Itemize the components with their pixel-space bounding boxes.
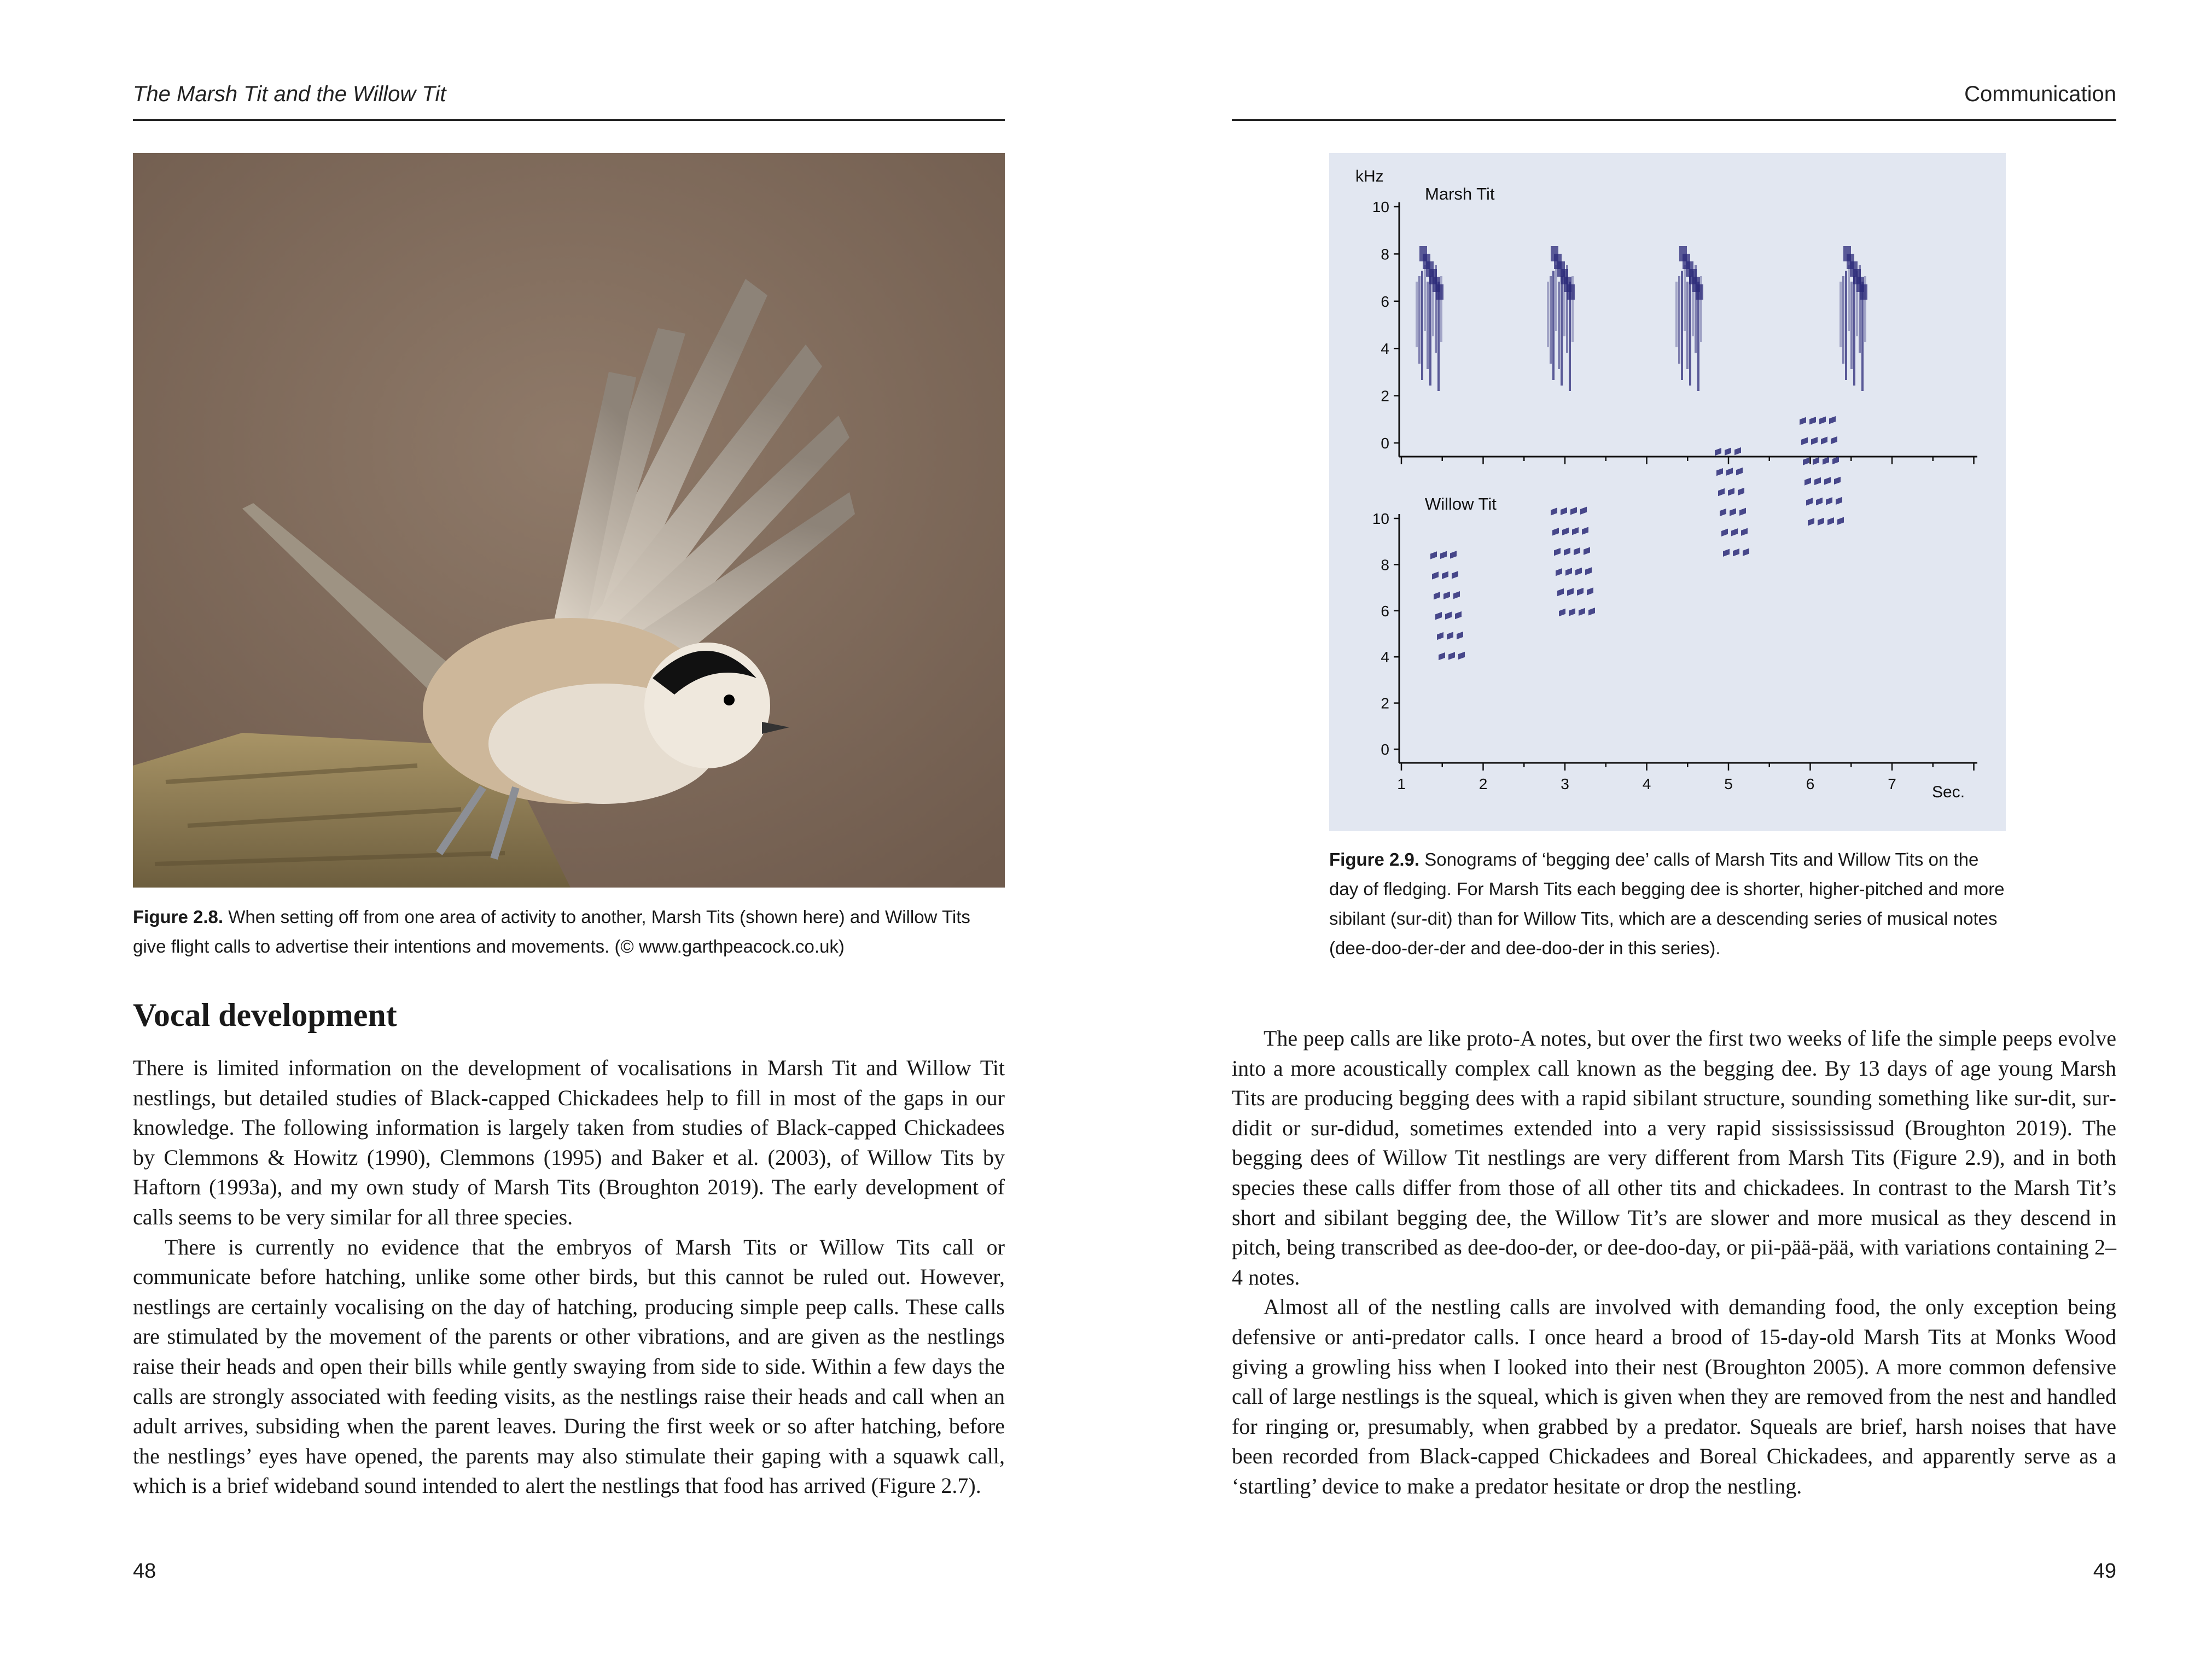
marsh-tit-call-mark — [1840, 282, 1842, 347]
figure-2-9-caption — [1329, 845, 2006, 963]
willow-tit-call-mark — [1457, 632, 1463, 639]
running-head-right: Communication — [1964, 82, 2116, 106]
willow-tit-call-mark — [1580, 507, 1587, 515]
willow-tit-call-mark — [1588, 608, 1595, 615]
willow-tit-call-mark — [1587, 587, 1593, 595]
marsh-tit-call-mark — [1842, 276, 1844, 364]
marsh-y-tick-label: 10 — [1372, 199, 1389, 215]
willow-tit-call-mark — [1584, 547, 1590, 555]
marsh-y-tick-label: 6 — [1381, 293, 1389, 310]
willow-tit-call-mark — [1743, 548, 1749, 556]
willow-tit-call-mark — [1453, 591, 1460, 599]
figure-2-8-text: When setting off from one area of activity to another, Marsh Tits (shown here) and Willow Tits give flight calls to advertise their intentions and movements. (© www.garthpeacock.co.uk) — [133, 907, 970, 956]
willow-tit-call-mark — [1554, 548, 1561, 556]
sonogram-chart — [1329, 153, 2006, 831]
marsh-tit-call-mark — [1850, 282, 1853, 369]
right-page — [1106, 0, 2212, 1669]
marsh-tit-call-mark — [1845, 271, 1847, 380]
willow-tit-call-mark — [1734, 447, 1741, 455]
willow-tit-call-mark — [1831, 436, 1837, 444]
marsh-tit-call-mark — [1561, 276, 1563, 386]
willow-tit-call-mark — [1570, 507, 1577, 515]
willow-tit-call-mark — [1730, 508, 1736, 516]
willow-tit-call-mark — [1721, 529, 1728, 536]
willow-tit-call-mark — [1567, 588, 1574, 596]
marsh-tit-call-mark — [1416, 282, 1418, 347]
willow-tit-call-mark — [1816, 498, 1823, 505]
willow-tit-call-mark — [1582, 527, 1588, 534]
willow-tit-call-mark — [1551, 507, 1557, 515]
willow-tit-call-mark — [1552, 528, 1559, 535]
willow-tit-panel-label: Willow Tit — [1425, 494, 1497, 513]
bird-photo — [133, 153, 1005, 888]
marsh-tit-call-mark — [1567, 284, 1575, 300]
x-tick-label: 7 — [1888, 775, 1896, 792]
willow-tit-call-mark — [1726, 468, 1733, 475]
willow-tit-call-mark — [1806, 498, 1813, 505]
marsh-tit-call-mark — [1424, 265, 1426, 331]
willow-tit-call-mark — [1826, 497, 1832, 505]
willow-y-tick-label: 10 — [1372, 510, 1389, 527]
marsh-tit-call-mark — [1550, 276, 1552, 364]
willow-tit-call-mark — [1572, 527, 1579, 535]
willow-y-tick-label: 6 — [1381, 602, 1389, 620]
figure-2-9-label: Figure 2.9. — [1329, 849, 1420, 869]
willow-tit-call-mark — [1577, 588, 1584, 596]
header-rule-right — [1232, 119, 2116, 121]
right-paragraph-2: Almost all of the nestling calls are involved with demanding food, the only exception being defensive or anti-predator calls. I once heard a brood of 15-day-old Marsh Tits at Monks Wood giving a growling hiss when I looked into their nest (Broughton 2005). A more common defensive call of large nestlings is the squeal, which is given when they are removed from the nest and handled for ringing or, presumably, when grabbed by a predator. Squeals are brief, harsh noises that have been recorded from Black-capped Chickadees and Boreal Chickadees, and apparently serve as a ‘startling’ device to make a predator hesitate or drop the nestling. — [1232, 1294, 2116, 1498]
willow-tit-call-mark — [1741, 528, 1748, 536]
willow-tit-call-mark — [1728, 488, 1734, 495]
willow-tit-call-mark — [1718, 488, 1725, 496]
willow-tit-call-mark — [1450, 551, 1457, 558]
section-heading: Vocal development — [133, 997, 397, 1033]
figure-2-9-text: Sonograms of ‘begging dee’ calls of Marsh Tits and Willow Tits on the day of fledging. For Marsh Tits each begging dee is shorter, higher-pitched and more sibilant (sur-dit) than for Willow Tits, which are a descending series of musical notes (dee-doo-der-der and dee-doo-der in this series). — [1329, 849, 2005, 958]
willow-y-tick-label: 2 — [1381, 695, 1389, 712]
willow-tit-call-mark — [1821, 436, 1827, 444]
willow-tit-call-mark — [1720, 509, 1726, 516]
willow-tit-call-mark — [1440, 551, 1447, 559]
willow-tit-call-mark — [1565, 568, 1572, 575]
marsh-tit-panel-label: Marsh Tit — [1425, 184, 1495, 203]
marsh-tit-call-mark — [1853, 276, 1855, 386]
willow-tit-call-mark — [1832, 457, 1839, 464]
willow-tit-call-mark — [1559, 609, 1565, 616]
willow-tit-call-mark — [1458, 652, 1465, 660]
willow-tit-call-mark — [1800, 417, 1806, 425]
willow-tit-call-mark — [1569, 608, 1575, 616]
willow-tit-call-mark — [1823, 457, 1829, 464]
willow-y-tick-label: 8 — [1381, 556, 1389, 574]
kHz-label: kHz — [1355, 167, 1384, 185]
willow-tit-call-mark — [1715, 448, 1721, 456]
willow-tit-call-mark — [1733, 548, 1739, 556]
running-head-left: The Marsh Tit and the Willow Tit — [133, 82, 446, 106]
willow-tit-call-mark — [1739, 508, 1746, 516]
willow-tit-call-mark — [1808, 518, 1814, 526]
figure-2-8-label: Figure 2.8. — [133, 907, 224, 927]
page-number-right: 49 — [2093, 1560, 2116, 1583]
marsh-tit-call-mark — [1684, 265, 1686, 331]
marsh-tit-call-mark — [1558, 282, 1560, 369]
willow-tit-call-mark — [1435, 612, 1442, 620]
marsh-tit-call-mark — [1418, 276, 1421, 364]
left-body-text — [133, 1053, 1005, 1501]
willow-tit-call-mark — [1452, 571, 1458, 579]
willow-tit-call-mark — [1829, 416, 1836, 424]
willow-tit-call-mark — [1447, 632, 1453, 639]
willow-tit-call-mark — [1836, 497, 1842, 505]
willow-tit-call-mark — [1574, 547, 1580, 555]
x-tick-label: 2 — [1478, 775, 1488, 792]
willow-tit-call-mark — [1814, 477, 1821, 485]
willow-tit-call-mark — [1813, 457, 1819, 465]
sonogram-figure — [1329, 153, 2006, 831]
x-unit-label: Sec. — [1932, 783, 1965, 801]
willow-tit-call-mark — [1585, 567, 1592, 575]
willow-tit-call-mark — [1432, 571, 1439, 579]
marsh-tit-call-mark — [1555, 265, 1557, 331]
page-number-left: 48 — [133, 1560, 156, 1583]
willow-tit-call-mark — [1837, 517, 1844, 525]
willow-tit-call-mark — [1809, 417, 1816, 424]
willow-tit-call-mark — [1562, 528, 1569, 535]
willow-tit-call-mark — [1834, 477, 1841, 485]
willow-tit-call-mark — [1442, 571, 1448, 579]
willow-tit-call-mark — [1731, 528, 1738, 536]
willow-tit-call-mark — [1716, 468, 1723, 476]
willow-tit-call-mark — [1434, 592, 1440, 599]
right-paragraph-1: The peep calls are like proto-A notes, but over the first two weeks of life the simple peeps evolve into a more acoustically complex call known as the begging dee. By 13 days of age young Marsh Tits are producing begging dees with a rapid sibilant structure, sounding something like sur-dit, sur-didit or sur-didud, sometimes extended into a very rapid sississississud (Broughton 2019). The begging dees of Willow Tit nestlings are very different from Marsh Tits (Figure 2.9), and in both species these calls differ from those of all other tits and chickadees. In contrast to the Marsh Tit’s short and sibilant begging dee, the Willow Tit’s are slower and more musical as they descend in pitch, being transcribed as dee-doo-der, or dee-doo-day, or pii-pää-pää, with variations containing 2–4 notes. — [1232, 1026, 2116, 1289]
marsh-tit-call-mark — [1696, 284, 1703, 300]
figure-2-8-caption — [133, 902, 1005, 961]
willow-tit-call-mark — [1804, 477, 1811, 485]
left-paragraph-2: There is currently no evidence that the embryos of Marsh Tits or Willow Tits call or communicate before hatching, unlike some other birds, but this cannot be ruled out. However, nestlings are certainly vocalising on the day of hatching, producing simple peep calls. These calls are stimulated by the movement of the parents or other vibrations, and are given as the nestlings raise their heads and open their bills while gently swaying from side to side. Within a few days the calls are strongly associated with feeding visits, as the nestlings raise their heads and call when an adult arrives, subsiding when the parent leaves. During the first week or so after hatching, before the nestlings’ eyes have opened, the parents may also stimulate their gaping with a squawk call, which is a brief wideband sound intended to alert the nestlings that food has arrived (Figure 2.7). — [133, 1234, 1005, 1498]
header-rule-left — [133, 119, 1005, 121]
willow-tit-call-mark — [1818, 518, 1824, 526]
marsh-tit-call-mark — [1427, 282, 1429, 369]
willow-tit-call-mark — [1575, 568, 1582, 575]
willow-tit-call-mark — [1811, 437, 1818, 445]
willow-tit-call-mark — [1439, 652, 1445, 660]
willow-tit-call-mark — [1819, 417, 1826, 424]
marsh-tit-call-mark — [1681, 271, 1683, 380]
willow-tit-call-mark — [1430, 551, 1437, 559]
x-tick-label: 5 — [1724, 775, 1733, 792]
willow-tit-call-mark — [1455, 611, 1462, 619]
right-body-text — [1232, 1024, 2116, 1502]
willow-tit-call-mark — [1736, 468, 1743, 475]
willow-y-tick-label: 4 — [1381, 649, 1389, 666]
willow-tit-call-mark — [1445, 611, 1452, 619]
marsh-y-tick-label: 2 — [1381, 387, 1389, 405]
willow-tit-call-mark — [1738, 488, 1744, 495]
marsh-tit-call-mark — [1686, 282, 1689, 369]
willow-tit-call-mark — [1437, 632, 1443, 640]
marsh-tit-call-mark — [1436, 284, 1443, 300]
left-paragraph-1: There is limited information on the development of vocalisations in Marsh Tit and Willow Tit nestlings, but detailed studies of Black-capped Chickadees help to fill in most of the gaps in our knowledge. The following information is largely taken from studies of Black-capped Chickadees by Clemmons & Howitz (1990), Clemmons (1995) and Baker et al. (2003), of Willow Tits by Haftorn (1993a), and my own study of Marsh Tits (Broughton 2019). The early development of calls seems to be very similar for all three species. — [133, 1055, 1005, 1229]
marsh-tit-call-mark — [1552, 271, 1555, 380]
willow-tit-call-mark — [1579, 608, 1585, 616]
x-tick-label: 4 — [1642, 775, 1651, 792]
willow-tit-call-mark — [1443, 592, 1450, 599]
willow-y-tick-label: 0 — [1381, 741, 1389, 758]
marsh-tit-call-mark — [1675, 282, 1678, 347]
willow-tit-call-mark — [1564, 547, 1570, 555]
willow-tit-call-mark — [1803, 457, 1809, 465]
willow-tit-call-mark — [1827, 517, 1834, 525]
marsh-tit-call-mark — [1678, 276, 1680, 364]
x-tick-label: 6 — [1806, 775, 1815, 792]
willow-tit-call-mark — [1725, 447, 1731, 455]
marsh-tit-call-mark — [1421, 271, 1423, 380]
willow-tit-call-mark — [1801, 437, 1808, 445]
willow-tit-call-mark — [1556, 568, 1562, 576]
marsh-tit-call-mark — [1689, 276, 1691, 386]
sonogram-marks — [1416, 246, 1867, 660]
willow-tit-call-mark — [1448, 652, 1455, 660]
x-tick-label: 3 — [1561, 775, 1569, 792]
marsh-tit-call-mark — [1547, 282, 1549, 347]
willow-tit-call-mark — [1824, 477, 1831, 485]
marsh-tit-call-mark — [1848, 265, 1850, 331]
marsh-y-tick-label: 4 — [1381, 340, 1389, 358]
marsh-y-tick-label: 8 — [1381, 246, 1389, 263]
marsh-tit-call-mark — [1860, 284, 1867, 300]
marsh-tit-call-mark — [1429, 276, 1431, 386]
marsh-y-tick-label: 0 — [1381, 435, 1389, 452]
willow-tit-call-mark — [1723, 549, 1730, 557]
willow-tit-call-mark — [1561, 507, 1567, 515]
x-tick-label: 1 — [1397, 775, 1406, 792]
willow-tit-call-mark — [1557, 588, 1564, 596]
